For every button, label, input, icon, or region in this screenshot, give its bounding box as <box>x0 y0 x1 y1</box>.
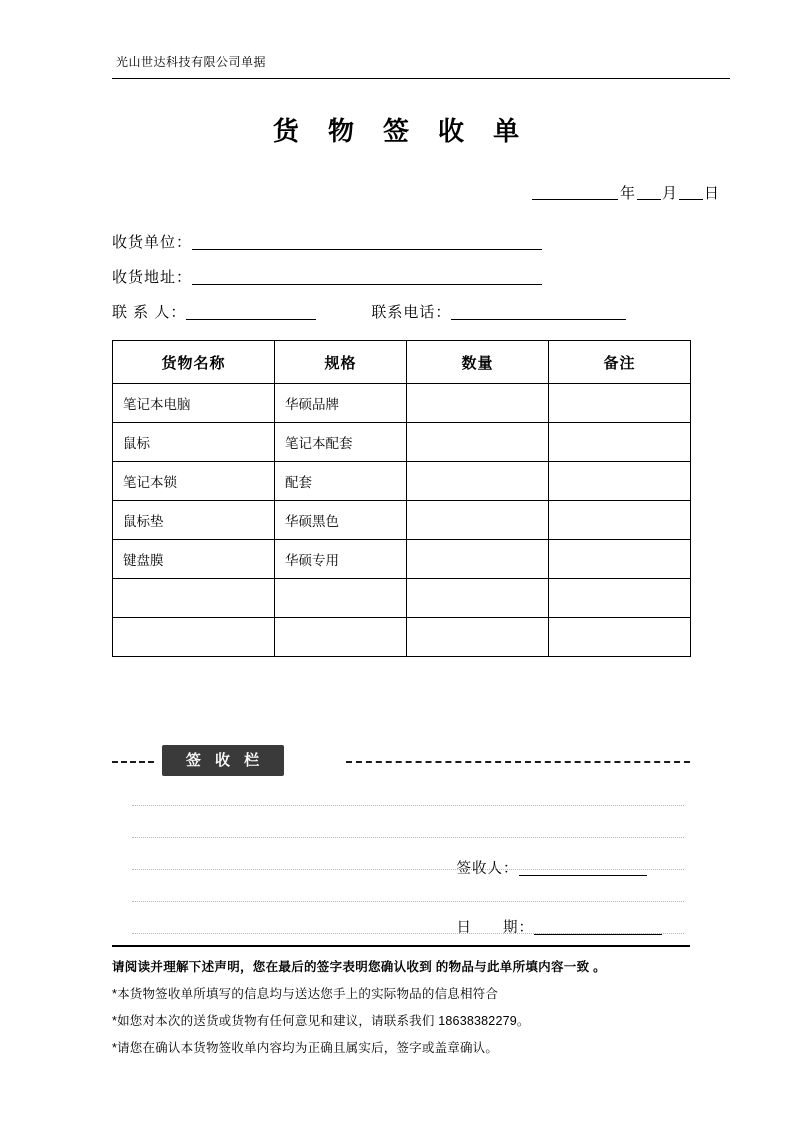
field-label-address: 收货地址： <box>112 269 193 286</box>
signature-section <box>112 745 690 949</box>
company-name: 光山世达科技有限公司单据 <box>116 55 267 69</box>
sign-date-input[interactable] <box>534 934 662 935</box>
cell-spec: 笔记本配套 <box>275 423 407 462</box>
cell-spec[interactable] <box>275 618 407 657</box>
signer-label: 签收人： <box>456 861 519 877</box>
cell-name[interactable] <box>113 618 275 657</box>
month-label: 月 <box>661 185 678 202</box>
field-label-unit: 收货单位： <box>112 234 193 251</box>
cell-qty[interactable] <box>407 423 549 462</box>
table-header-row <box>113 341 691 384</box>
cell-qty[interactable] <box>407 501 549 540</box>
table-row <box>113 384 691 423</box>
cell-name: 笔记本电脑 <box>113 384 275 423</box>
dashed-line-right <box>346 761 690 763</box>
cell-remark[interactable] <box>549 540 691 579</box>
dashed-line-left <box>112 761 154 763</box>
sign-date-label: 日 期： <box>456 920 534 936</box>
table-header-name: 货物名称 <box>113 341 275 384</box>
table-row <box>113 540 691 579</box>
signer-input[interactable] <box>519 875 647 876</box>
field-input-unit[interactable] <box>192 249 542 250</box>
cell-qty[interactable] <box>407 462 549 501</box>
date-line <box>112 182 730 203</box>
page-title: 货 物 签 收 单 <box>272 117 530 147</box>
cell-remark[interactable] <box>549 579 691 618</box>
cell-qty[interactable] <box>407 618 549 657</box>
cell-remark[interactable] <box>549 501 691 540</box>
field-label-phone: 联系电话： <box>371 304 452 321</box>
day-blank[interactable] <box>679 199 703 200</box>
cell-name: 笔记本锁 <box>113 462 275 501</box>
year-label: 年 <box>619 185 636 202</box>
cell-remark[interactable] <box>549 462 691 501</box>
cell-spec: 华硕专用 <box>275 540 407 579</box>
cell-spec[interactable] <box>275 579 407 618</box>
table-row <box>113 423 691 462</box>
cell-qty[interactable] <box>407 540 549 579</box>
table-row <box>113 462 691 501</box>
signer-row <box>457 857 663 878</box>
recipient-fields <box>112 231 730 322</box>
ruled-line <box>132 805 684 806</box>
table-row <box>113 501 691 540</box>
field-label-contact-person: 联 系 人： <box>112 304 187 321</box>
month-blank[interactable] <box>637 199 661 200</box>
sign-date-row <box>457 916 663 937</box>
notes-section <box>112 945 690 1065</box>
table-header-qty: 数量 <box>407 341 549 384</box>
cell-spec: 配套 <box>275 462 407 501</box>
field-row-contact <box>112 301 730 322</box>
field-row-unit <box>112 231 730 252</box>
table-row <box>113 579 691 618</box>
signature-divider <box>112 745 690 777</box>
field-input-address[interactable] <box>192 284 542 285</box>
field-input-contact-person[interactable] <box>186 319 316 320</box>
note-statement: 请阅读并理解下述声明，您在最后的签字表明您确认收到 的物品与此单所填内容一致 。 <box>112 960 606 974</box>
status-badge: 签 收 栏 <box>162 745 284 776</box>
note-line: *如您对本次的送货或货物有任何意见和建议，请联系我们 18638382279。 <box>112 1014 530 1028</box>
note-line: *请您在确认本货物签收单内容均为正确且属实后，签字或盖章确认。 <box>112 1041 499 1055</box>
year-blank[interactable] <box>532 199 618 200</box>
table-header-remark: 备注 <box>549 341 691 384</box>
ruled-line <box>132 837 684 838</box>
cell-spec: 华硕黑色 <box>275 501 407 540</box>
cell-name[interactable] <box>113 579 275 618</box>
cell-name: 键盘膜 <box>113 540 275 579</box>
cell-spec: 华硕品牌 <box>275 384 407 423</box>
goods-table <box>112 340 691 657</box>
signature-body <box>112 799 690 949</box>
cell-remark[interactable] <box>549 384 691 423</box>
cell-remark[interactable] <box>549 618 691 657</box>
cell-name: 鼠标 <box>113 423 275 462</box>
cell-qty[interactable] <box>407 579 549 618</box>
table-row <box>113 618 691 657</box>
document-header <box>112 52 730 79</box>
day-label: 日 <box>703 185 720 202</box>
cell-qty[interactable] <box>407 384 549 423</box>
field-row-address <box>112 266 730 287</box>
field-input-phone[interactable] <box>451 319 626 320</box>
cell-name: 鼠标垫 <box>113 501 275 540</box>
table-header-spec: 规格 <box>275 341 407 384</box>
note-line: *本货物签收单所填写的信息均与送达您手上的实际物品的信息相符合 <box>112 987 499 1001</box>
cell-remark[interactable] <box>549 423 691 462</box>
